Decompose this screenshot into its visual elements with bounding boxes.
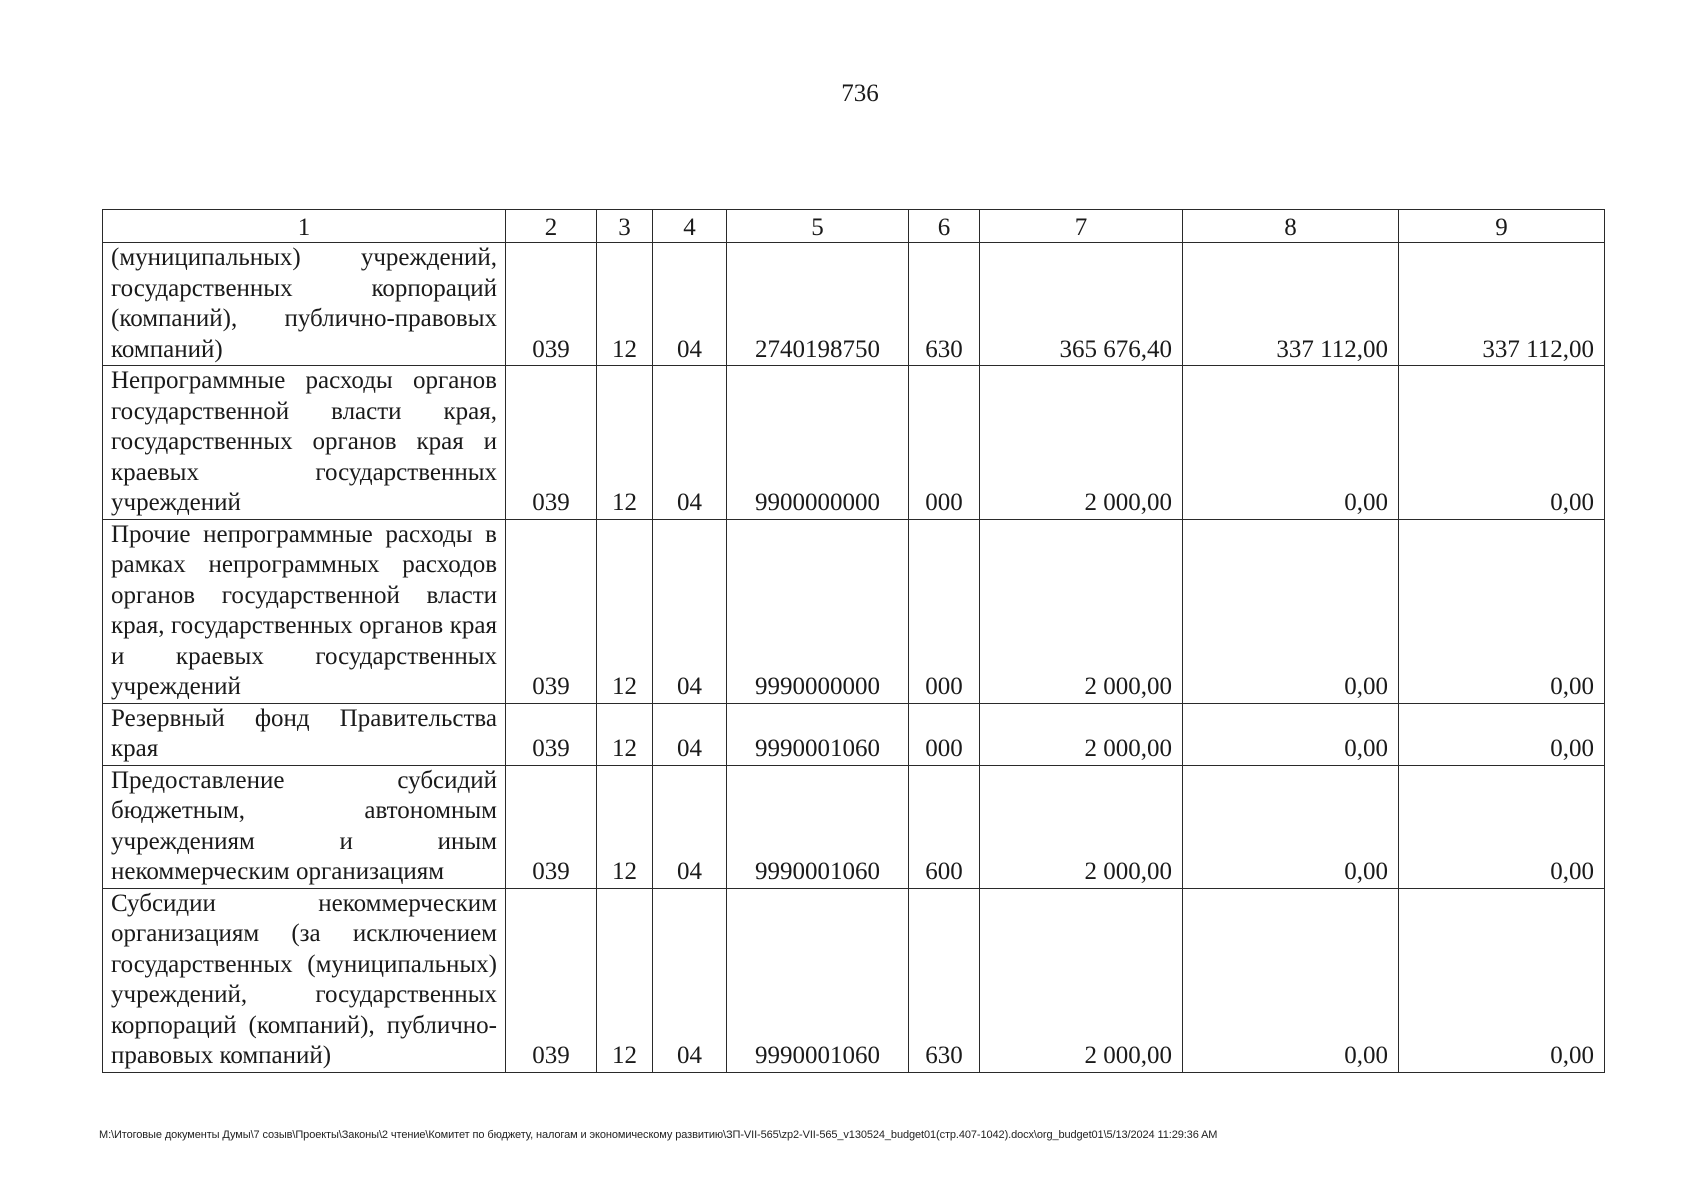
row-description: Резервный фонд Правительства края [103,703,506,765]
table-row [103,366,1605,520]
cell-amount-col8: 0,00 [1183,765,1399,888]
cell-target-article: 2740198750 [727,243,909,366]
header-col-6: 6 [909,210,980,243]
budget-table [102,209,1605,1073]
header-col-7: 7 [980,210,1183,243]
cell-amount-col8: 0,00 [1183,703,1399,765]
cell-ministry-code: 039 [506,765,597,888]
cell-expense-type: 600 [909,765,980,888]
row-description: Прочие непрограммные расходы в рамках непрограммных расходов органов государственной власти края, государственных органов края и краевых государственных учреждений [103,519,506,703]
cell-subsection: 04 [653,888,727,1072]
header-col-4: 4 [653,210,727,243]
cell-subsection: 04 [653,765,727,888]
cell-amount-col7: 2 000,00 [980,366,1183,520]
cell-amount-col8: 337 112,00 [1183,243,1399,366]
header-col-3: 3 [597,210,653,243]
header-col-8: 8 [1183,210,1399,243]
cell-amount-col9: 337 112,00 [1399,243,1605,366]
row-description: Субсидии некоммерческим организациям (за исключением государственных (муниципальных) учреждений, государственных корпораций (компаний), публично-правовых компаний) [103,888,506,1072]
cell-expense-type: 000 [909,366,980,520]
header-col-1: 1 [103,210,506,243]
cell-amount-col8: 0,00 [1183,888,1399,1072]
table-row [103,888,1605,1072]
cell-target-article: 9990001060 [727,703,909,765]
cell-amount-col8: 0,00 [1183,366,1399,520]
cell-amount-col7: 2 000,00 [980,888,1183,1072]
table-row [103,703,1605,765]
cell-section: 12 [597,519,653,703]
cell-amount-col9: 0,00 [1399,888,1605,1072]
table-row [103,765,1605,888]
cell-subsection: 04 [653,366,727,520]
cell-expense-type: 630 [909,888,980,1072]
cell-subsection: 04 [653,703,727,765]
cell-target-article: 9990001060 [727,765,909,888]
budget-table-container [102,209,1604,1073]
cell-ministry-code: 039 [506,519,597,703]
cell-subsection: 04 [653,519,727,703]
cell-target-article: 9990000000 [727,519,909,703]
cell-ministry-code: 039 [506,888,597,1072]
row-description: Непрограммные расходы органов государственной власти края, государственных органов края и краевых государственных учреждений [103,366,506,520]
cell-section: 12 [597,366,653,520]
cell-amount-col7: 365 676,40 [980,243,1183,366]
cell-amount-col9: 0,00 [1399,703,1605,765]
cell-section: 12 [597,888,653,1072]
cell-ministry-code: 039 [506,366,597,520]
cell-ministry-code: 039 [506,243,597,366]
cell-amount-col8: 0,00 [1183,519,1399,703]
cell-section: 12 [597,703,653,765]
cell-amount-col9: 0,00 [1399,366,1605,520]
cell-section: 12 [597,765,653,888]
cell-amount-col7: 2 000,00 [980,765,1183,888]
table-row [103,519,1605,703]
cell-target-article: 9900000000 [727,366,909,520]
cell-amount-col7: 2 000,00 [980,519,1183,703]
document-file-path: M:\Итоговые документы Думы\7 созыв\Проекты\Законы\2 чтение\Комитет по бюджету, налогам и экономическому развитию\ЗП-VII-565\zp2-VII-565_v130524_budget01(стр.407-1042).docx\org_budget01\5/13/2024 11:29:36 AM [99,1129,1218,1141]
header-col-9: 9 [1399,210,1605,243]
cell-section: 12 [597,243,653,366]
cell-ministry-code: 039 [506,703,597,765]
cell-amount-col9: 0,00 [1399,519,1605,703]
page-number: 736 [841,80,879,107]
cell-expense-type: 000 [909,703,980,765]
cell-subsection: 04 [653,243,727,366]
header-col-5: 5 [727,210,909,243]
cell-amount-col7: 2 000,00 [980,703,1183,765]
cell-target-article: 9990001060 [727,888,909,1072]
header-col-2: 2 [506,210,597,243]
cell-expense-type: 630 [909,243,980,366]
table-row [103,243,1605,366]
cell-amount-col9: 0,00 [1399,765,1605,888]
row-description: Предоставление субсидий бюджетным, автономным учреждениям и иным некоммерческим организациям [103,765,506,888]
header-row [103,210,1605,243]
row-description: (муниципальных) учреждений, государственных корпораций (компаний), публично-правовых компаний) [103,243,506,366]
cell-expense-type: 000 [909,519,980,703]
